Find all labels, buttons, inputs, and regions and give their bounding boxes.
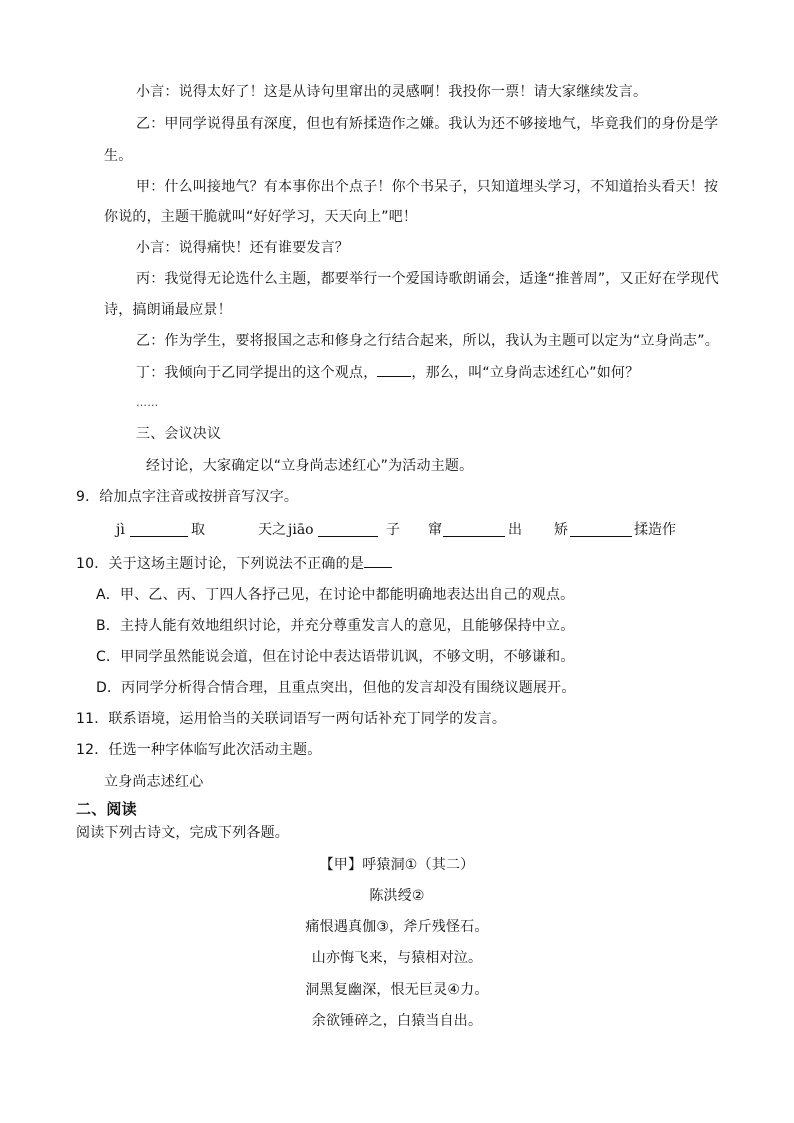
poem-line: 洞黑复幽深，恨无巨灵④力。 bbox=[305, 982, 489, 998]
section-three-heading: 三、会议决议 bbox=[136, 426, 222, 442]
resolution-text: 经讨论，大家确定以“立身尚志述红心”为活动主题。 bbox=[146, 458, 474, 474]
q9-item3-blank[interactable] bbox=[443, 522, 505, 537]
q9-item1-pinyin: jì bbox=[116, 522, 125, 538]
q9-item2-blank[interactable] bbox=[318, 522, 378, 537]
q9-item2-pinyin: jiāo bbox=[288, 522, 314, 538]
q10-option-d[interactable]: D．丙同学分析得合情合理，且重点突出，但他的发言却没有围绕议题展开。 bbox=[96, 680, 576, 696]
q9-item1-blank[interactable] bbox=[130, 522, 188, 537]
dialogue-line: 你说的，主题干脆就叫“好好学习，天天向上”吧！ bbox=[104, 209, 418, 225]
q10-option-a[interactable]: A．甲、乙、丙、丁四人各抒己见，在讨论中都能明确地表达出自己的观点。 bbox=[96, 587, 575, 603]
q9-item2-prefix: 天之 bbox=[258, 522, 286, 538]
q11-stem: 11．联系语境，运用恰当的关联词语写一两句话补充丁同学的发言。 bbox=[76, 711, 507, 727]
dialogue-line: 小言：说得太好了！这是从诗句里窜出的灵感啊！我投你一票！请大家继续发言。 bbox=[136, 84, 648, 100]
dialogue-line-ding bbox=[136, 362, 639, 383]
part2-heading: 二、阅读 bbox=[76, 800, 137, 818]
q10-answer-blank[interactable] bbox=[364, 553, 392, 568]
dialogue-line: 甲：什么叫接地气？有本事你出个点子！你个书呆子，只知道埋头学习，不知道抬头看天！按 bbox=[136, 179, 719, 195]
poem-title: 【甲】呼猿洞①（其二） bbox=[319, 857, 475, 873]
dialogue-line: 小言：说得痛快！还有谁要发言？ bbox=[136, 240, 349, 256]
q10-option-c[interactable]: C．甲同学虽然能说会道，但在讨论中表达语带讥讽，不够文明，不够谦和。 bbox=[96, 649, 575, 665]
dialogue-line: 乙：甲同学说得虽有深度，但也有矫揉造作之嫌。我认为还不够接地气，毕竟我们的身份是学 bbox=[136, 116, 719, 132]
dialogue-line: 乙：作为学生，要将报国之志和修身之行结合起来，所以，我认为主题可以定为“立身尚志”。 bbox=[136, 333, 719, 349]
ding-answer-blank[interactable] bbox=[377, 362, 411, 377]
q9-stem: 9．给加点字注音或按拼音写汉字。 bbox=[76, 489, 299, 505]
q9-item3-char: 窜 bbox=[428, 522, 442, 538]
q10-option-b[interactable]: B．主持人能有效地组织讨论，并充分尊重发言人的意见，且能够保持中立。 bbox=[96, 618, 575, 634]
q9-item4-char: 矫 bbox=[554, 522, 568, 538]
dialogue-line: 生。 bbox=[104, 148, 133, 164]
q12-theme-text: 立身尚志述红心 bbox=[104, 774, 204, 790]
q9-item1-char: 取 bbox=[191, 522, 205, 538]
q10-stem bbox=[76, 553, 392, 574]
q10-stem-text: 10．关于这场主题讨论，下列说法不正确的是 bbox=[76, 556, 365, 572]
q12-stem: 12．任选一种字体临写此次活动主题。 bbox=[76, 742, 322, 758]
q9-item3-suffix: 出 bbox=[508, 522, 522, 538]
poem-line: 痛恨遇真伽③，斧斤残怪石。 bbox=[305, 919, 489, 935]
poem-line: 余欲锤碎之，白猿当自出。 bbox=[311, 1013, 483, 1029]
poem-line: 山亦悔飞来，与猿相对泣。 bbox=[311, 950, 483, 966]
q9-item4-blank[interactable] bbox=[570, 522, 632, 537]
ding-text-after: ，那么，叫“立身尚志述红心”如何？ bbox=[411, 365, 640, 381]
q9-item4-suffix: 揉造作 bbox=[634, 522, 676, 538]
ellipsis: …… bbox=[136, 396, 159, 409]
poem-author: 陈洪绶② bbox=[369, 888, 425, 904]
q9-item2-char: 子 bbox=[386, 522, 400, 538]
ding-text-before: 丁：我倾向于乙同学提出的这个观点， bbox=[136, 365, 378, 381]
dialogue-line: 诗，搞朗诵最应景！ bbox=[104, 302, 232, 318]
part2-intro: 阅读下列古诗文，完成下列各题。 bbox=[76, 825, 289, 841]
dialogue-line: 丙：我觉得无论选什么主题，都要举行一个爱国诗歌朗诵会，适逢“推普周”，又正好在学现代 bbox=[136, 271, 719, 287]
